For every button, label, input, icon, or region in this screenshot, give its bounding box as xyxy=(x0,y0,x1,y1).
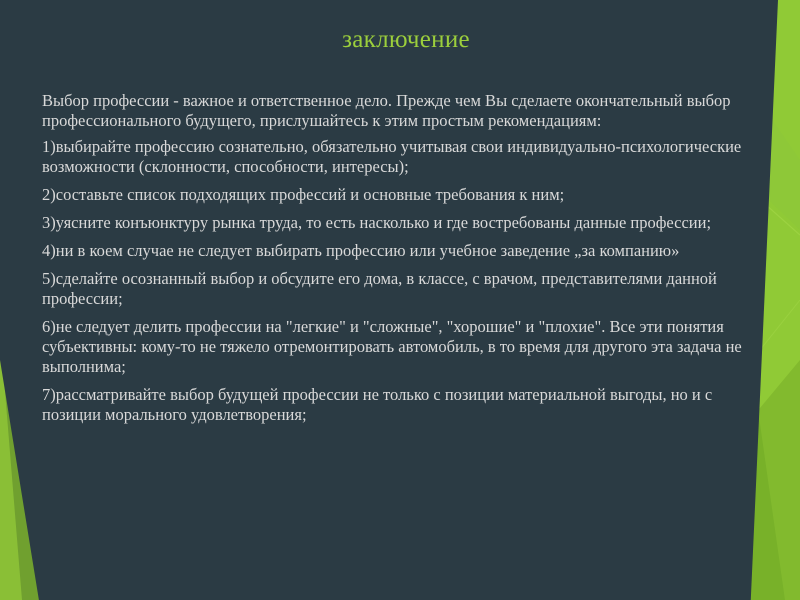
recommendation-6: 6)не следует делить профессии на "легкие" и "сложные", "хорошие" и "плохие". Все эти понятия субъективны: кому-то не тяжело отремонтировать автомобиль, в то время для другого эта задача не выполнима; xyxy=(42,317,742,376)
slide-body xyxy=(42,91,772,433)
intro-paragraph: Выбор профессии - важное и ответственное дело. Прежде чем Вы сделаете окончательный выбор профессионального будущего, прислушайтесь к этим простым рекомендациям: xyxy=(42,91,731,130)
recommendation-5: 5)сделайте осознанный выбор и обсудите его дома, в классе, с врачом, представителями данной профессии; xyxy=(42,269,717,308)
recommendation-7: 7)рассматривайте выбор будущей профессии не только с позиции материальной выгоды, но и с позиции морального удовлетворения; xyxy=(42,385,713,424)
recommendation-2: 2)составьте список подходящих профессий и основные требования к ним; xyxy=(42,185,565,204)
recommendation-1: 1)выбирайте профессию сознательно, обязательно учитывая свои индивидуально-психологические возможности (склонности, способности, интересы); xyxy=(42,137,742,176)
recommendation-4: 4)ни в коем случае не следует выбирать профессию или учебное заведение „за компанию» xyxy=(42,241,680,260)
slide-title: заключение xyxy=(342,26,470,53)
recommendation-3: 3)уясните конъюнктуру рынка труда, то есть насколько и где востребованы данные профессии; xyxy=(42,213,712,232)
